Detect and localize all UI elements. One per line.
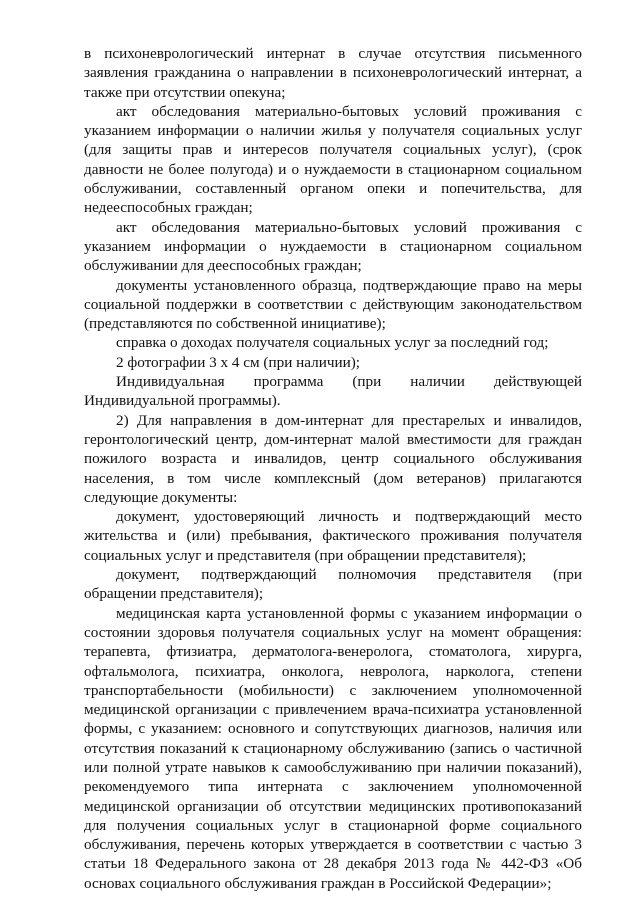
paragraph-income-certificate: справка о доходах получателя социальных услуг за последний год; [116,334,549,352]
paragraph-support-documents: документы установленного образца, подтверждающие право на меры социальной поддержки в соответствии с действующим законодательством (представляются по собственной инициативе); [84,276,582,333]
paragraph-inspection-act-incapacitated: акт обследования материально-бытовых условий проживания с указанием информации о наличии жилья у получателя социальных услуг (для защиты прав и интересов получателя социальных услуг), (срок давности не более полугода) и о нуждаемости в стационарном социальном обслуживании, составленный органом опеки и попечительства, для недееспособных граждан; [84,102,582,217]
paragraph-continuation: в психоневрологический интернат в случае отсутствия письменного заявления гражданина о направлении в психоневрологический интернат, а также при отсутствии опекуна; [84,45,582,101]
paragraph-inspection-act-capable: акт обследования материально-бытовых условий проживания с указанием информации о нуждаемости в стационарном социальном обслуживании для дееспособных граждан; [84,218,582,275]
paragraph-medical-card: медицинская карта установленной формы с указанием информации о состоянии здоровья получателя социальных услуг на момент обращения: терапевта, фтизиатра, дерматолога-венеролога, стоматолога, хирурга, офтальмолога, психиатра, онколога, невролога, нарколога, степени транспортабельности (мобильности) с заключением уполномоченной медицинской организации с привлечением врача-психиатра установленной формы, с указанием: основного и сопутствующих диагнозов, наличия или отсутствия показаний к стационарному обслуживанию (запись о частичной или полной утрате навыков к самообслуживанию при наличии показаний), рекомендуемого типа интерната с заключением уполномоченной медицинской организации об отсутствии медицинских противопоказаний для получения социальных услуг в стационарной форме социального обслуживания, перечень которых утверждается в соответствии с частью 3 статьи 18 Федерального закона от 28 декабря 2013 года № 442-ФЗ «Об основах социального обслуживания граждан в Российской Федерации»; [84,604,582,892]
paragraph-identity-document: документ, удостоверяющий личность и подтверждающий место жительства и (или) пребывания, фактического проживания получателя социальных услуг и представителя (при обращении представителя); [84,508,582,564]
paragraph-authority-document: документ, подтверждающий полномочия представителя (при обращении представителя); [84,566,582,603]
paragraph-individual-program: Индивидуальная программа (при наличии действующей Индивидуальной программы). [84,373,582,410]
document-text [84,44,582,893]
paragraph-photos: 2 фотографии 3 х 4 см (при наличии); [116,353,361,371]
paragraph-item-2-intro: 2) Для направления в дом-интернат для престарелых и инвалидов, геронтологический центр, дом-интернат малой вместимости для граждан пожилого возраста и инвалидов, центр социального обслуживания населения, в том числе комплексный (дом ветеранов) прилагаются следующие документы: [84,411,582,506]
